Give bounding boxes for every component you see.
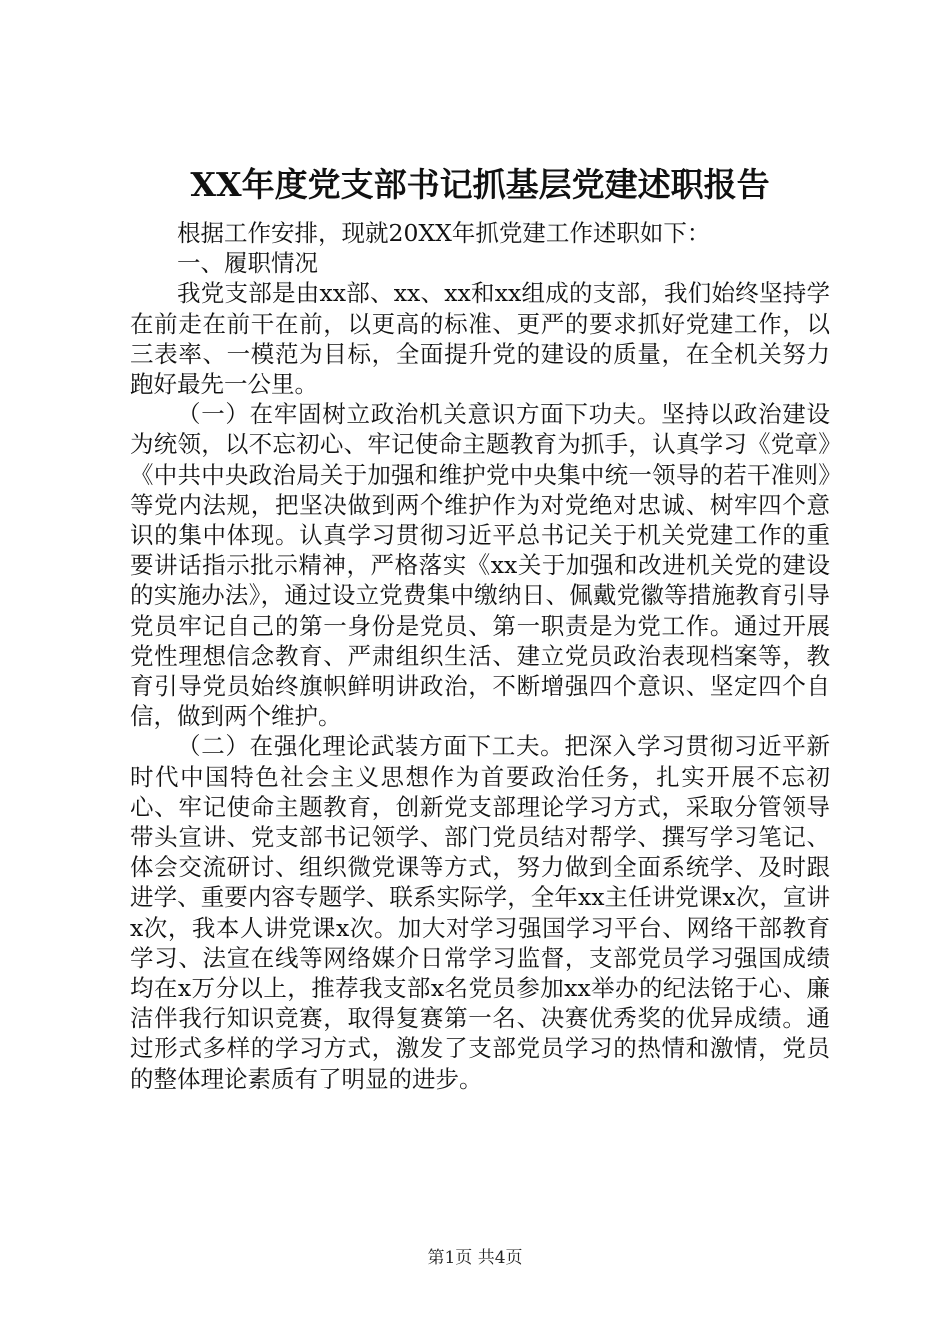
page-number: 第1页 共4页 [427, 1248, 523, 1268]
body-paragraph: （二）在强化理论武装方面下工夫。把深入学习贯彻习近平新时代中国特色社会主义思想作为首要政治任务，扎实开展不忘初心、牢记使命主题教育，创新党支部理论学习方式，采取分管领导带头宣讲、党支部书记领学、部门党员结对帮学、撰写学习笔记、体会交流研讨、组织微党课等方式，努力做到全面系统学、及时跟进学、重要内容专题学、联系实际学，全年xx主任讲党课x次，宣讲x次，我本人讲党课x次。加大对学习强国学习平台、网络干部教育学习、法宣在线等网络媒介日常学习监督，支部党员学习强国成绩均在x万分以上，推荐我支部x名党员参加xx举办的纪法铭于心、廉洁伴我行知识竞赛，取得复赛第一名、决赛优秀奖的优异成绩。通过形式多样的学习方式，激发了支部党员学习的热情和激情，党员的整体理论素质有了明显的进步。 [130, 732, 830, 1093]
document-title: XX年度党支部书记抓基层党建述职报告 [190, 165, 770, 204]
document-page [130, 150, 830, 1094]
intro-paragraph: 根据工作安排，现就20XX年抓党建工作述职如下： [177, 219, 711, 247]
body-paragraph: （一）在牢固树立政治机关意识方面下功夫。坚持以政治建设为统领，以不忘初心、牢记使命主题教育为抓手，认真学习《党章》《中共中央政治局关于加强和维护党中央集中统一领导的若干准则》等党内法规，把坚决做到两个维护作为对党绝对忠诚、树牢四个意识的集中体现。认真学习贯彻习近平总书记关于机关党建工作的重要讲话指示批示精神，严格落实《xx关于加强和改进机关党的建设的实施办法》，通过设立党费集中缴纳日、佩戴党徽等措施教育引导党员牢记自己的第一身份是党员、第一职责是为党工作。通过开展党性理想信念教育、严肃组织生活、建立党员政治表现档案等，教育引导党员始终旗帜鲜明讲政治，不断增强四个意识、坚定四个自信，做到两个维护。 [130, 400, 830, 731]
section-heading: 一、履职情况 [177, 249, 318, 278]
body-paragraph: 我党支部是由xx部、xx、xx和xx组成的支部，我们始终坚持学在前走在前干在前，以更高的标准、更严的要求抓好党建工作，以三表率、一模范为目标，全面提升党的建设的质量，在全机关努力跑好最先一公里。 [130, 279, 830, 399]
